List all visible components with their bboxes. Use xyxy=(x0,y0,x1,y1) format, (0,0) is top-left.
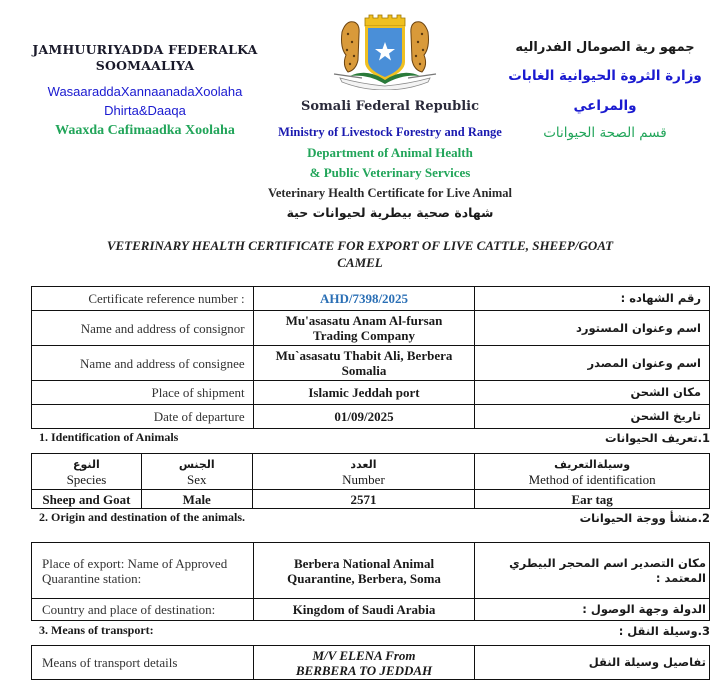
certificate-title-line2: CAMEL xyxy=(337,255,383,270)
destination-label: Country and place of destination: xyxy=(32,599,254,621)
reference-label-arabic: رقم الشهاده : xyxy=(475,287,710,311)
department-name-somali: Waaxda Cafimaadka Xoolaha xyxy=(55,123,235,138)
consignee-value: Mu`asasatu Thabit Ali, Berbera Somalia xyxy=(253,346,475,381)
table-header-row xyxy=(32,454,710,490)
destination-value: Kingdom of Saudi Arabia xyxy=(253,599,475,621)
table-row xyxy=(32,599,710,621)
certificate-title-line1: VETERINARY HEALTH CERTIFICATE FOR EXPORT OF LIVE CATTLE, SHEEP/GOAT xyxy=(106,238,614,253)
departure-date-label: Date of departure xyxy=(32,405,254,429)
transport-details-value-line1: M/V ELENA From xyxy=(312,647,416,663)
table-row xyxy=(32,311,710,346)
shipment-place-label: Place of shipment xyxy=(32,381,254,405)
certificate-name-english: Veterinary Health Certificate for Live Animal xyxy=(267,186,513,200)
section3-title-arabic: 3.وسيلة النقل : xyxy=(618,624,710,638)
method-header xyxy=(475,454,710,490)
number-value: 2571 xyxy=(252,490,475,509)
consignor-label-arabic: اسم وعنوان المستورد xyxy=(475,311,710,346)
departure-date-label-arabic: تاريخ الشحن xyxy=(475,405,710,429)
method-header-arabic: وسيلةالتعريف xyxy=(554,457,631,471)
origin-destination-table xyxy=(31,542,710,621)
shipment-place-label-arabic: مكان الشحن xyxy=(475,381,710,405)
quarantine-station-label: Place of export: Name of Approved Quarantine station: xyxy=(32,543,254,599)
ministry-name-arabic-line2: والمراعي xyxy=(573,98,637,114)
table-row xyxy=(32,543,710,599)
species-header-arabic: النوع xyxy=(73,457,100,471)
ministry-name-english: Ministry of Livestock Forestry and Range xyxy=(278,125,502,139)
transport-details-value-line2: BERBERA TO JEDDAH xyxy=(295,662,433,678)
shipment-info-table xyxy=(31,286,710,429)
certificate-name-arabic: شهادة صحية بيطرية لحيوانات حية xyxy=(286,205,494,220)
section3-title: 3. Means of transport: xyxy=(39,623,154,637)
table-row xyxy=(32,646,710,680)
method-value: Ear tag xyxy=(475,490,710,509)
transport-table xyxy=(31,645,710,680)
departure-date-value: 01/09/2025 xyxy=(253,405,475,429)
number-header-arabic: العدد xyxy=(350,457,377,471)
ministry-name-somali: WasaaraddaXannaanadaXoolaha Dhirta&Daaqa xyxy=(47,84,243,118)
section2-title: 2. Origin and destination of the animals. xyxy=(39,510,246,524)
method-header-english: Method of identification xyxy=(528,471,656,487)
table-row xyxy=(32,405,710,429)
section1-title: 1. Identification of Animals xyxy=(39,430,179,444)
table-row xyxy=(32,287,710,311)
animal-identification-table xyxy=(31,453,710,509)
department-name-english-line2: & Public Veterinary Services xyxy=(309,165,471,180)
section2-title-arabic: 2.منشأ ووجة الحيوانات xyxy=(579,511,710,525)
section1-title-arabic: 1.تعريف الحيوانات xyxy=(605,431,710,445)
reference-value: AHD/7398/2025 xyxy=(253,287,475,311)
quarantine-station-label-arabic: مكان التصدير اسم المحجر البيطري المعتمد : xyxy=(475,543,710,599)
reference-label: Certificate reference number : xyxy=(32,287,254,311)
destination-label-arabic: الدولة وجهة الوصول : xyxy=(475,599,710,621)
consignor-label: Name and address of consignor xyxy=(32,311,254,346)
republic-name-english: Somali Federal Republic xyxy=(300,99,480,114)
sex-header xyxy=(141,454,252,490)
transport-details-value xyxy=(253,646,475,680)
sex-value: Male xyxy=(141,490,252,509)
sex-header-english: Sex xyxy=(187,471,207,487)
number-header-english: Number xyxy=(342,471,385,487)
quarantine-station-value: Berbera National Animal Quarantine, Berbera, Soma xyxy=(253,543,475,599)
transport-details-label: Means of transport details xyxy=(32,646,254,680)
shipment-place-value: Islamic Jeddah port xyxy=(253,381,475,405)
consignee-label: Name and address of consignee xyxy=(32,346,254,381)
republic-name-somali: JAMHUURIYADDA FEDERALKA SOOMAALIYA xyxy=(32,42,258,73)
coat-of-arms-emblem xyxy=(332,10,438,90)
species-header xyxy=(32,454,142,490)
department-name-english-line1: Department of Animal Health xyxy=(307,145,473,160)
table-row xyxy=(32,490,710,509)
ministry-name-arabic-line1: وزارة الثروة الحيوانية الغابات xyxy=(508,68,702,84)
species-value: Sheep and Goat xyxy=(32,490,142,509)
department-name-arabic: قسم الصحة الحيوانات xyxy=(543,125,667,141)
transport-details-label-arabic: تفاصيل وسيلة النقل xyxy=(475,646,710,680)
table-row xyxy=(32,381,710,405)
sex-header-arabic: الجنس xyxy=(178,457,215,471)
table-row xyxy=(32,346,710,381)
consignee-label-arabic: اسم وعنوان المصدر xyxy=(475,346,710,381)
consignor-value: Mu'asasatu Anam Al-fursan Trading Company xyxy=(253,311,475,346)
number-header xyxy=(252,454,475,490)
republic-name-arabic: جمهو رية الصومال الفدراليه xyxy=(515,40,695,55)
species-header-english: Species xyxy=(66,471,107,487)
